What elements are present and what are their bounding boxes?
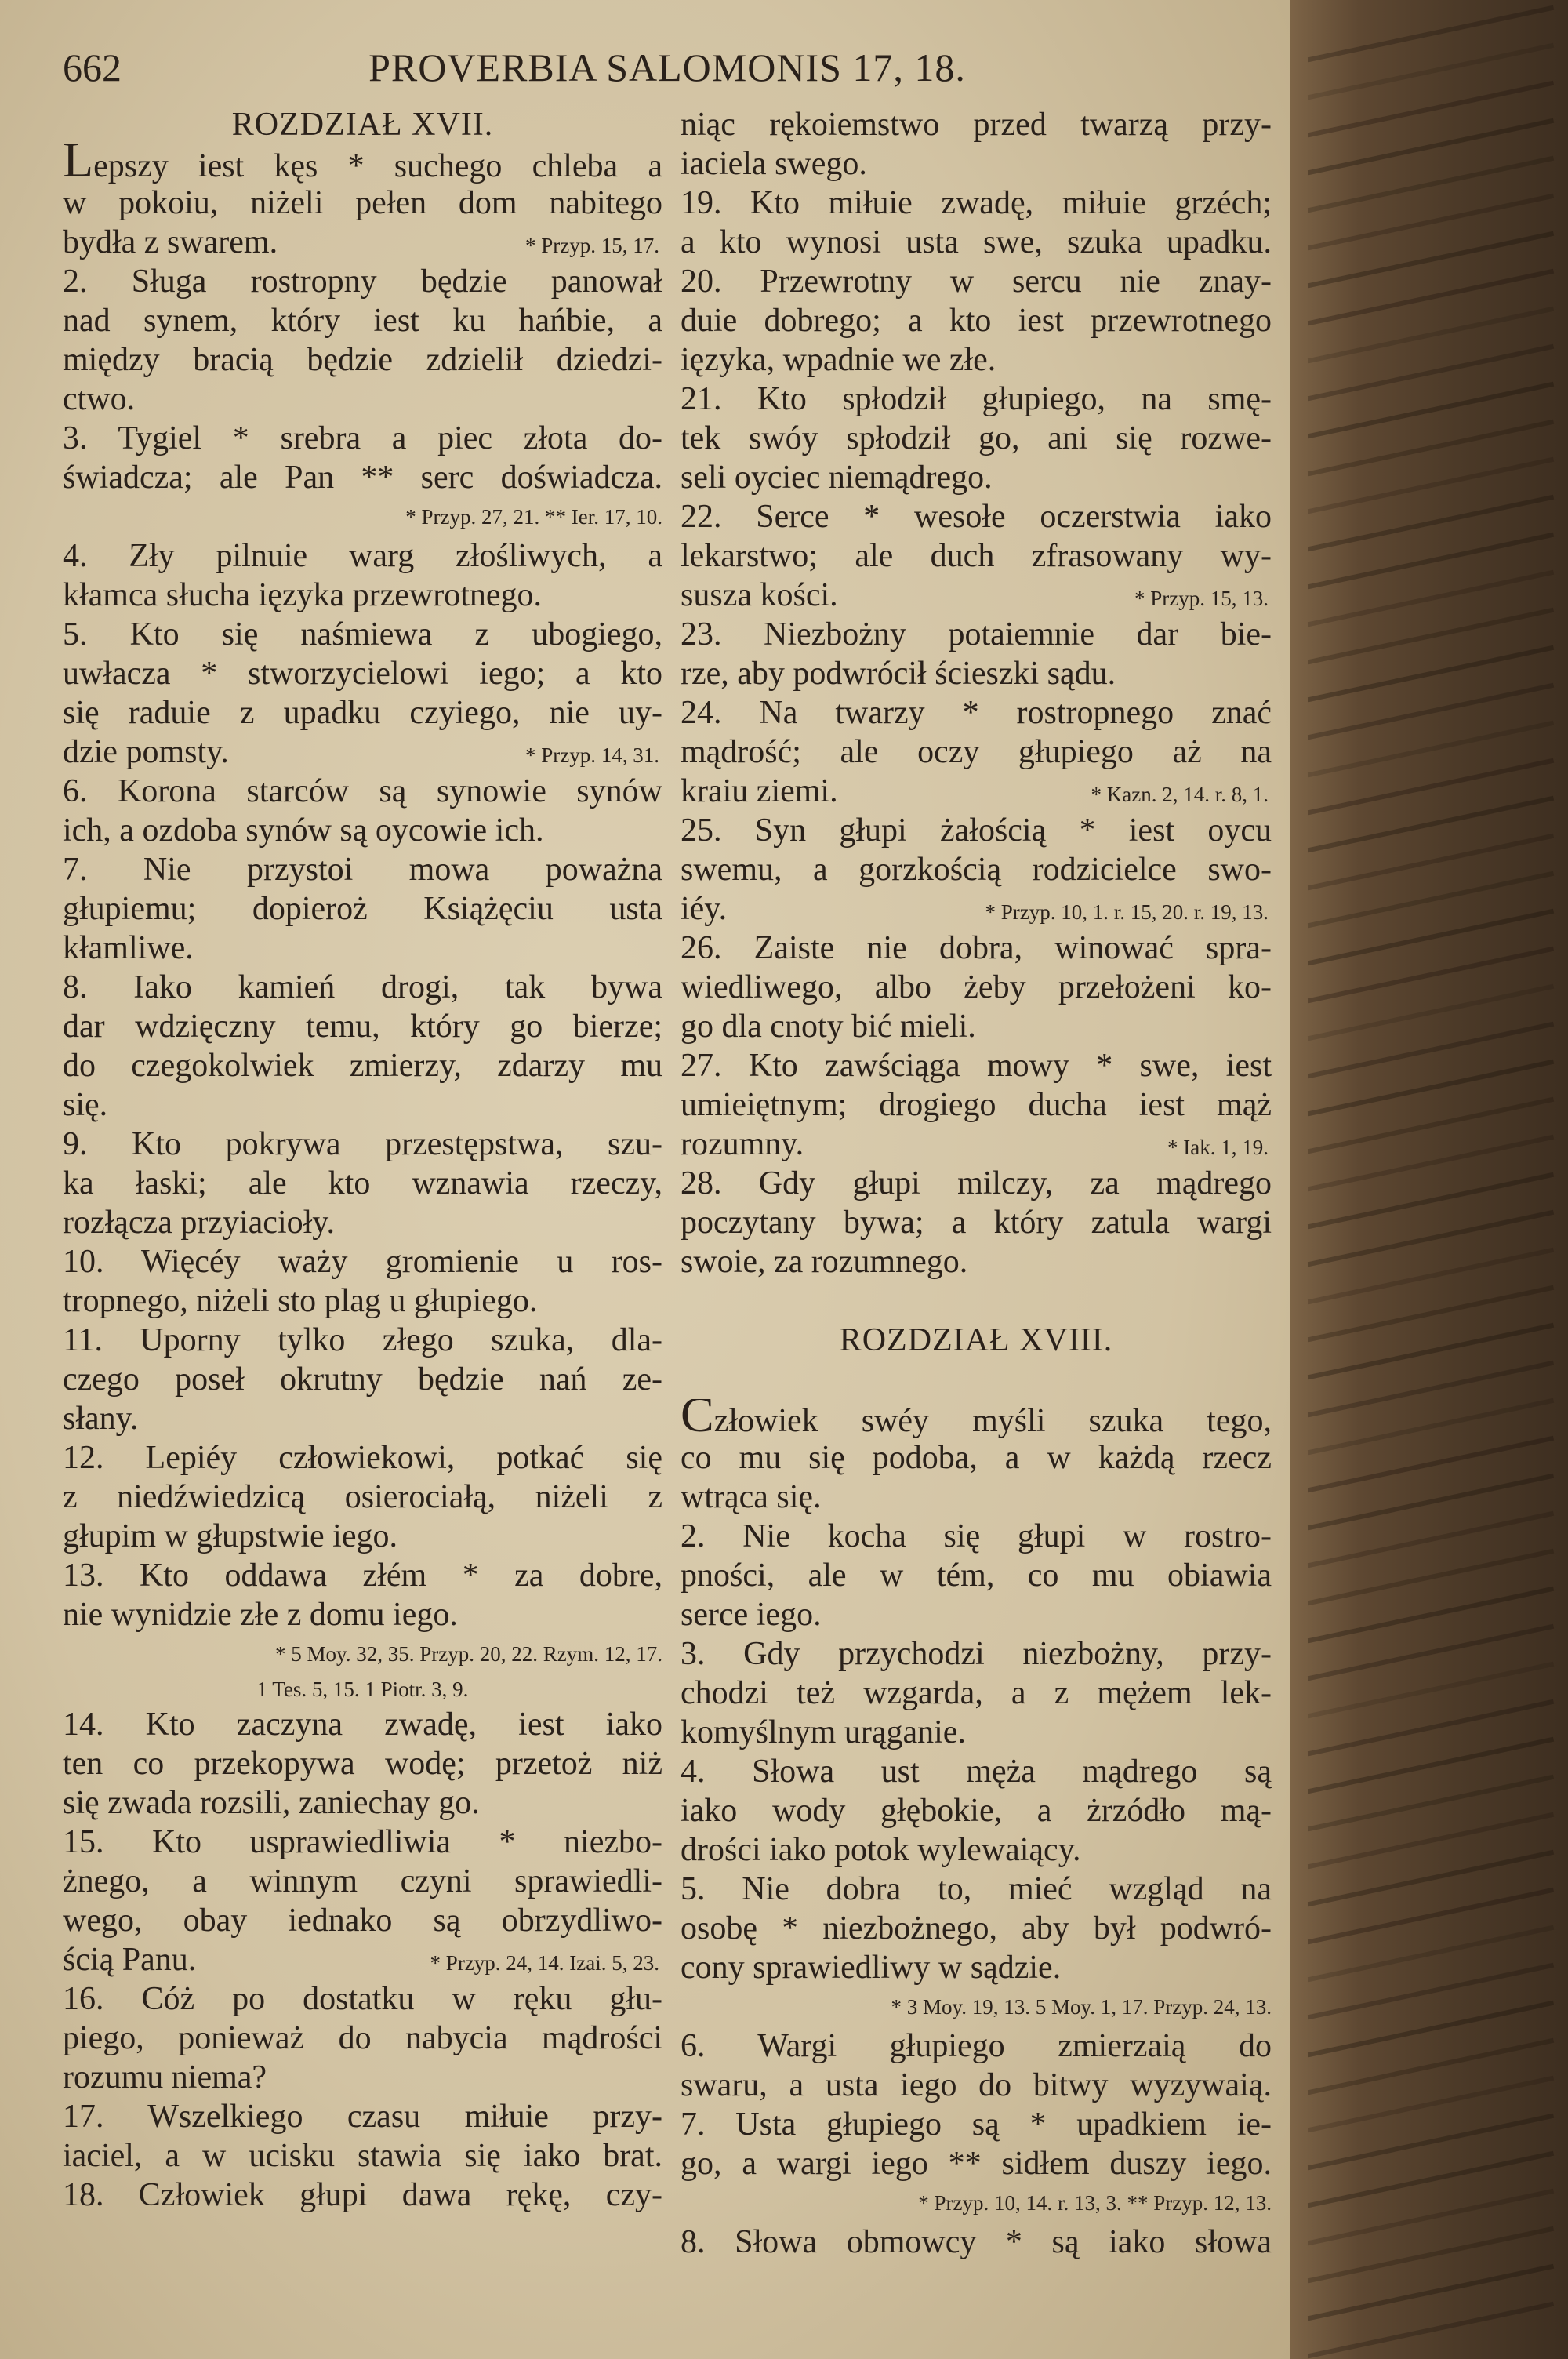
text-line <box>681 1791 1272 1830</box>
text-line <box>63 1556 662 1595</box>
text-line <box>681 1674 1272 1713</box>
line-text: rozłącza przyiacioły. <box>63 1205 336 1241</box>
footnote-line: * 3 Moy. 19, 13. 5 Moy. 1, 17. Przyp. 24, 13. <box>891 1995 1272 2019</box>
right-column <box>681 105 1272 2262</box>
text-line-with-footnote <box>681 772 1272 811</box>
line-text: 6. Korona starców są synowie synów <box>63 773 662 809</box>
text-line <box>63 1979 662 2019</box>
text-line <box>63 811 662 850</box>
text-line <box>63 144 662 184</box>
text-line <box>681 419 1272 458</box>
blank-line <box>681 1360 1272 1399</box>
line-text: 24. Na twarzy * rostropnego znać <box>681 695 1272 731</box>
text-line <box>681 1634 1272 1674</box>
line-text: 4. Słowa ust męża mądrego są <box>681 1754 1272 1790</box>
drop-cap: C <box>681 1399 714 1438</box>
line-text: cony sprawiedliwy w sądzie. <box>681 1950 1062 1986</box>
text-line <box>63 654 662 693</box>
page-number: 662 <box>63 45 122 89</box>
page-header <box>63 45 1272 89</box>
text-line <box>63 1478 662 1517</box>
line-text: tek swóy spłodził go, ani się rozwe- <box>681 420 1272 456</box>
line-text: świadcza; ale Pan ** serc doświadcza. <box>63 460 662 496</box>
text-line <box>681 1007 1272 1046</box>
footnote-reference: * Przyp. 15, 13. <box>1134 587 1269 610</box>
line-text: swemu, a gorzkością rodzicielce swo- <box>681 852 1272 888</box>
text-line <box>681 2223 1272 2262</box>
text-line <box>63 380 662 419</box>
line-text: w pokoiu, niżeli pełen dom nabitego <box>63 185 662 221</box>
line-text: się. <box>63 1087 108 1123</box>
line-text: chodzi też wzgarda, a z mężem lek- <box>681 1675 1272 1711</box>
line-text: kłamliwe. <box>63 930 194 966</box>
line-text: 18. Człowiek głupi dawa rękę, czy- <box>63 2177 662 2213</box>
line-text: z niedźwiedzicą osierociałą, niżeli z <box>63 1479 662 1515</box>
text-line <box>681 615 1272 654</box>
text-line <box>63 1164 662 1203</box>
footnote-line: * 5 Moy. 32, 35. Przyp. 20, 22. Rzym. 12, 17. <box>275 1642 662 1666</box>
line-text: rze, aby podwrócił ścieszki sądu. <box>681 656 1116 692</box>
text-line <box>63 1783 662 1823</box>
footnote-reference: * Iak. 1, 19. <box>1167 1136 1269 1159</box>
line-text: kraiu ziemi. <box>681 773 838 809</box>
text-line <box>63 1321 662 1360</box>
line-text: między bracią będzie zdzielił dziedzi- <box>63 342 662 378</box>
line-text: piego, ponieważ do nabycia mądrości <box>63 2020 662 2056</box>
line-text: tropnego, niżeli sto plag u głupiego. <box>63 1283 538 1319</box>
line-text: kłamca słucha ięzyka przewrotnego. <box>63 577 543 613</box>
line-text: epszy iest kęs * suchego chleba a <box>93 148 662 184</box>
text-line <box>63 1705 662 1744</box>
text-line <box>681 2105 1272 2144</box>
text-line <box>63 2019 662 2058</box>
line-text: iaciel, a w ucisku stawia się iako brat. <box>63 2138 662 2174</box>
text-line <box>681 811 1272 850</box>
text-line <box>681 1085 1272 1125</box>
text-line <box>63 419 662 458</box>
text-line <box>681 1242 1272 1281</box>
footnote-reference: * Przyp. 14, 31. <box>525 743 659 767</box>
line-text: 20. Przewrotny w sercu nie znay- <box>681 264 1272 300</box>
line-text: 7. Usta głupiego są * upadkiem ie- <box>681 2106 1272 2143</box>
chapter-heading: ROZDZIAŁ XVII. <box>231 107 494 143</box>
text-line <box>681 850 1272 889</box>
text-line-with-footnote <box>63 1940 662 1979</box>
line-text: 28. Gdy głupi milczy, za mądrego <box>681 1165 1272 1201</box>
line-text: ctwo. <box>63 381 136 417</box>
line-text: wiedliwego, albo żeby przełożeni ko- <box>681 969 1272 1005</box>
text-line <box>63 458 662 497</box>
line-text: 17. Wszelkiego czasu miłuie przy- <box>63 2099 662 2135</box>
line-text: 26. Zaiste nie dobra, winować spra- <box>681 930 1272 966</box>
text-line <box>681 1948 1272 1987</box>
text-line <box>63 1203 662 1242</box>
line-text: czego poseł okrutny będzie nań ze- <box>63 1361 662 1398</box>
text-line <box>63 2058 662 2097</box>
line-text: serce iego. <box>681 1597 822 1633</box>
left-column <box>63 105 662 2215</box>
line-text: susza kości. <box>681 577 838 613</box>
text-line <box>681 262 1272 301</box>
text-line <box>681 1164 1272 1203</box>
line-text: a kto wynosi usta swe, szuka upadku. <box>681 224 1272 260</box>
line-text: żnego, a winnym czyni sprawiedli- <box>63 1863 662 1899</box>
text-line <box>63 1399 662 1438</box>
text-line <box>681 968 1272 1007</box>
text-line <box>681 301 1272 340</box>
line-text: nie wynidzie złe z domu iego. <box>63 1597 458 1633</box>
footnote-line: 1 Tes. 5, 15. 1 Piotr. 3, 9. <box>256 1677 469 1701</box>
text-line <box>681 693 1272 732</box>
line-text: 11. Uporny tylko złego szuka, dla- <box>63 1322 662 1358</box>
text-line <box>681 2144 1272 2183</box>
line-text: komyślnym urąganie. <box>681 1714 966 1750</box>
line-text: 9. Kto pokrywa przestępstwa, szu- <box>63 1126 662 1162</box>
footnote-reference: * Przyp. 24, 14. Izai. 5, 23. <box>430 1951 659 1975</box>
line-text: poczytany bywa; a który zatula wargi <box>681 1205 1272 1241</box>
text-line <box>63 1901 662 1940</box>
line-text: co mu się podoba, a w każdą rzecz <box>681 1440 1272 1476</box>
line-text: niąc rękoiemstwo przed twarzą przy- <box>681 107 1272 143</box>
line-text: 8. Słowa obmowcy * są iako słowa <box>681 2224 1272 2260</box>
line-text: 23. Niezbożny potaiemnie dar bie- <box>681 616 1272 652</box>
text-line <box>63 2175 662 2215</box>
line-text: iako wody głębokie, a żrzódło mą- <box>681 1793 1272 1829</box>
line-text: ścią Panu. <box>63 1942 197 1978</box>
line-text: wego, obay iednako są obrzydliwo- <box>63 1903 662 1939</box>
text-line <box>63 1438 662 1478</box>
line-text: 5. Nie dobra to, mieć wzgląd na <box>681 1871 1272 1907</box>
text-line <box>681 458 1272 497</box>
line-text: ich, a ozdoba synów są oycowie ich. <box>63 812 544 849</box>
text-line <box>681 1595 1272 1634</box>
line-text: 4. Zły pilnuie warg złośliwych, a <box>63 538 662 574</box>
text-line <box>681 1517 1272 1556</box>
line-text: 2. Sługa rostropny będzie panował <box>63 264 662 300</box>
text-line <box>63 1242 662 1281</box>
footnote-reference: * Kazn. 2, 14. r. 8, 1. <box>1091 783 1269 806</box>
line-text: dar wdzięczny temu, który go bierze; <box>63 1009 662 1045</box>
text-line <box>681 340 1272 380</box>
line-text: bydła z swarem. <box>63 224 278 260</box>
footnote-line: * Przyp. 27, 21. ** Ier. 17, 10. <box>405 505 662 529</box>
text-line-with-footnote <box>63 732 662 772</box>
line-text: 3. Tygiel * srebra a piec złota do- <box>63 420 662 456</box>
text-line <box>63 1125 662 1164</box>
text-line <box>681 497 1272 536</box>
text-line <box>63 1360 662 1399</box>
line-text: 19. Kto miłuie zwadę, miłuie grzéch; <box>681 185 1272 221</box>
line-text: głupiemu; dopieroż Książęciu usta <box>63 891 662 927</box>
text-line <box>681 184 1272 223</box>
line-text: wtrąca się. <box>681 1479 822 1515</box>
line-text: iaciela swego. <box>681 146 867 182</box>
line-text: swoie, za rozumnego. <box>681 1244 968 1280</box>
line-text: się raduie z upadku czyiego, nie uy- <box>63 695 662 731</box>
line-text: 7. Nie przystoi mowa poważna <box>63 852 662 888</box>
line-text: iéy. <box>681 891 728 927</box>
text-line <box>681 1438 1272 1478</box>
text-line-with-footnote <box>681 576 1272 615</box>
line-text: 2. Nie kocha się głupi w rostro- <box>681 1518 1272 1554</box>
text-line <box>681 1830 1272 1870</box>
line-text: mądrość; ale oczy głupiego aż na <box>681 734 1272 770</box>
text-line <box>63 1595 662 1634</box>
line-text: go, a wargi iego ** sidłem duszy iego. <box>681 2146 1272 2182</box>
text-line <box>681 1713 1272 1752</box>
line-text: osobę * niezbożnego, aby był podwró- <box>681 1910 1272 1946</box>
text-line <box>63 615 662 654</box>
text-line <box>63 772 662 811</box>
line-text: 16. Cóż po dostatku w ręku głu- <box>63 1981 662 2017</box>
line-text: rozumny. <box>681 1126 804 1162</box>
line-text: seli oyciec niemądrego. <box>681 460 993 496</box>
text-line <box>63 262 662 301</box>
text-line <box>681 1752 1272 1791</box>
text-line <box>63 2097 662 2136</box>
text-line <box>681 105 1272 144</box>
line-text: drości iako potok wylewaiący. <box>681 1832 1081 1868</box>
line-text: 3. Gdy przychodzi niezbożny, przy- <box>681 1636 1272 1672</box>
text-line <box>681 1203 1272 1242</box>
text-line <box>63 889 662 929</box>
text-line <box>681 654 1272 693</box>
text-line <box>63 1744 662 1783</box>
line-text: 6. Wargi głupiego zmierzaią do <box>681 2028 1272 2064</box>
text-line <box>681 144 1272 184</box>
line-text: 14. Kto zaczyna zwadę, iest iako <box>63 1707 662 1743</box>
text-line <box>681 2026 1272 2066</box>
line-text: 10. Więcéy waży gromienie u ros- <box>63 1244 662 1280</box>
line-text: swaru, a usta iego do bitwy wyzywaią. <box>681 2067 1272 2103</box>
chapter-heading: ROZDZIAŁ XVIII. <box>839 1322 1113 1358</box>
line-text: 21. Kto spłodził głupiego, na smę- <box>681 381 1272 417</box>
text-line <box>63 693 662 732</box>
footnote-reference: * Przyp. 10, 1. r. 15, 20. r. 19, 13. <box>985 900 1269 924</box>
line-text: dzie pomsty. <box>63 734 229 770</box>
line-text: 15. Kto usprawiedliwia * niezbo- <box>63 1824 662 1860</box>
line-text: 13. Kto oddawa złém * za dobre, <box>63 1558 662 1594</box>
text-line-with-footnote <box>681 1125 1272 1164</box>
text-line-with-footnote <box>681 889 1272 929</box>
line-text: ka łaski; ale kto wznawia rzeczy, <box>63 1165 662 1201</box>
line-text: 8. Iako kamień drogi, tak bywa <box>63 969 662 1005</box>
line-text: uwłacza * stworzycielowi iego; a kto <box>63 656 662 692</box>
line-text: lekarstwo; ale duch zfrasowany wy- <box>681 538 1272 574</box>
text-line <box>63 1517 662 1556</box>
text-line <box>63 850 662 889</box>
text-line <box>681 732 1272 772</box>
line-text: do czegokolwiek zmierzy, zdarzy mu <box>63 1048 662 1084</box>
line-text: umieiętnym; drogiego ducha iest mąż <box>681 1087 1272 1123</box>
text-line <box>63 1862 662 1901</box>
line-text: 5. Kto się naśmiewa z ubogiego, <box>63 616 662 652</box>
line-text: nad synem, który iest ku hańbie, a <box>63 303 662 339</box>
line-text: 12. Lepiéy człowiekowi, potkać się <box>63 1440 662 1476</box>
text-line <box>681 1556 1272 1595</box>
line-text: 25. Syn głupi żałością * iest oycu <box>681 812 1272 849</box>
text-line <box>63 301 662 340</box>
text-line <box>63 929 662 968</box>
text-line <box>681 1870 1272 1909</box>
text-line <box>681 1046 1272 1085</box>
footnote-line: * Przyp. 10, 14. r. 13, 3. ** Przyp. 12, 13. <box>918 2191 1272 2215</box>
text-line <box>681 223 1272 262</box>
footnote-reference: * Przyp. 15, 17. <box>525 234 659 257</box>
text-line <box>63 536 662 576</box>
line-text: złowiek swéy myśli szuka tego, <box>713 1403 1272 1438</box>
text-line <box>63 340 662 380</box>
line-text: duie dobrego; a kto iest przewrotnego <box>681 303 1272 339</box>
text-line <box>681 929 1272 968</box>
text-line <box>63 1823 662 1862</box>
line-text: go dla cnoty bić mieli. <box>681 1009 976 1045</box>
text-line <box>63 968 662 1007</box>
line-text: rozumu niema? <box>63 2059 267 2095</box>
text-line-with-footnote <box>63 223 662 262</box>
line-text: się zwada rozsili, zaniechay go. <box>63 1785 480 1821</box>
text-line <box>63 1281 662 1321</box>
facing-page-edge <box>1290 0 1568 2359</box>
text-line <box>681 536 1272 576</box>
line-text: 22. Serce * wesołe oczerstwia iako <box>681 499 1272 535</box>
text-line <box>63 184 662 223</box>
text-line <box>63 1046 662 1085</box>
text-line <box>63 1085 662 1125</box>
line-text: 27. Kto zawściąga mowy * swe, iest <box>681 1048 1272 1084</box>
drop-cap: L <box>63 144 94 184</box>
line-text: ten co przekopywa wodę; przetoż niż <box>63 1746 662 1782</box>
text-line <box>63 576 662 615</box>
text-line <box>63 1007 662 1046</box>
running-title: PROVERBIA SALOMONIS 17, 18. <box>368 45 966 89</box>
text-line <box>63 2136 662 2175</box>
line-text: pności, ale w tém, co mu obiawia <box>681 1558 1272 1594</box>
text-line <box>681 2066 1272 2105</box>
line-text: głupim w głupstwie iego. <box>63 1518 397 1554</box>
text-line <box>681 1399 1272 1438</box>
blank-line <box>681 1281 1272 1321</box>
line-text: ięzyka, wpadnie we złe. <box>681 342 996 378</box>
text-line <box>681 380 1272 419</box>
text-line <box>681 1909 1272 1948</box>
text-line <box>681 1478 1272 1517</box>
line-text: słany. <box>63 1401 139 1437</box>
